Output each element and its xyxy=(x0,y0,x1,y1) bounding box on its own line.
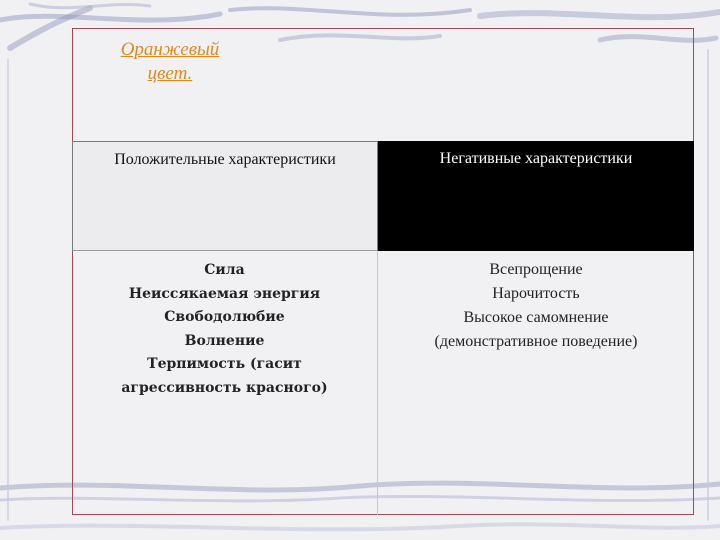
list-item: Нарочитость xyxy=(492,285,580,302)
negative-list xyxy=(378,251,694,515)
list-item: агрессивность красного) xyxy=(121,379,328,396)
positive-list xyxy=(72,251,378,515)
header-positive: Положительные характеристики xyxy=(72,141,378,251)
list-item: Терпимость (гасит xyxy=(147,356,302,372)
header-negative: Негативные характеристики xyxy=(378,141,694,251)
list-item: Свободолюбие xyxy=(164,309,285,325)
list-item: (демонстративное поведение) xyxy=(434,333,638,350)
list-item: Неиссякаемая энергия xyxy=(128,285,321,302)
list-item: Высокое самомнение xyxy=(463,309,609,326)
list-item: Сила xyxy=(204,262,245,278)
list-item: Волнение xyxy=(184,332,265,349)
slide-title: Оранжевый цвет. xyxy=(120,39,220,84)
list-item: Всепрощение xyxy=(489,261,583,278)
characteristics-table xyxy=(72,141,694,515)
